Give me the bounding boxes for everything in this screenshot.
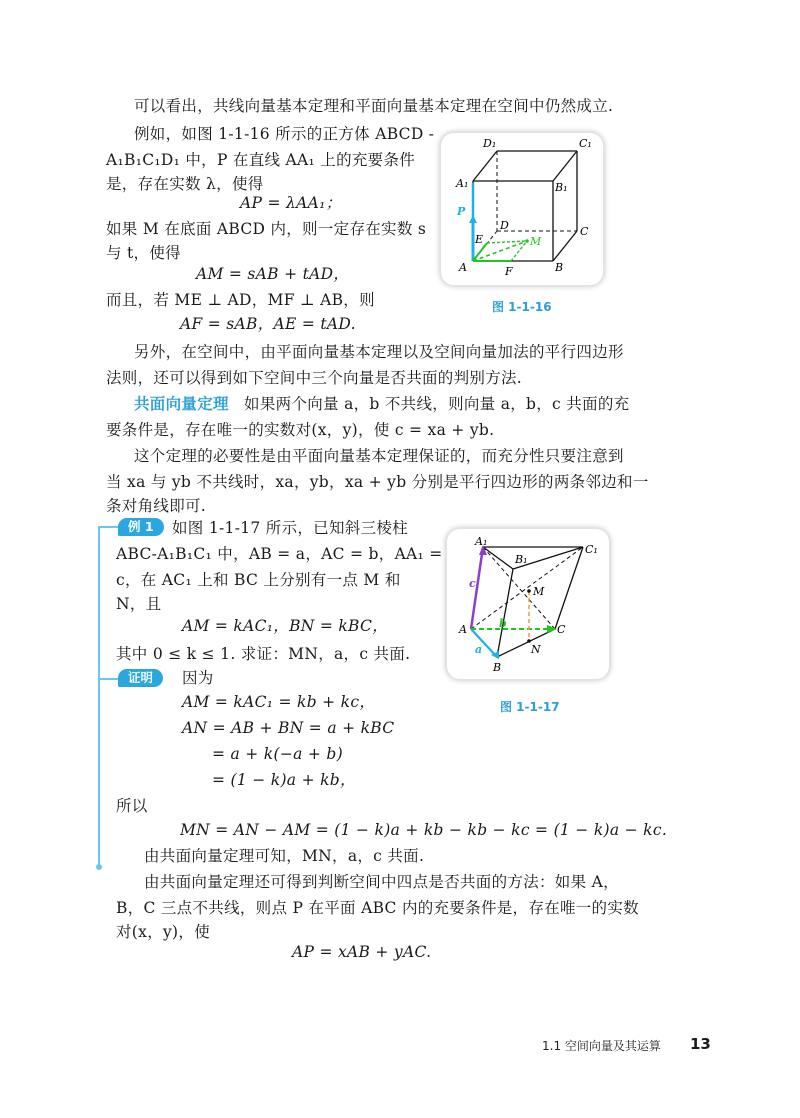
label-P: P xyxy=(457,205,466,218)
example-rule-top xyxy=(98,526,120,528)
cube-diagram xyxy=(441,133,603,285)
example-tag: 例 1 xyxy=(118,518,164,536)
paragraph-line: c，在 AC₁ 上和 BC 上分别有一点 M 和 xyxy=(116,571,401,589)
label-M: M xyxy=(533,585,545,598)
formula: = a + k(−a + b) xyxy=(212,745,343,763)
label-A: A xyxy=(459,261,467,274)
paragraph-line: 当 xa 与 yb 不共线时，xa，yb，xa + yb 分别是平行四边形的两条邻边和一 xyxy=(106,473,649,491)
paragraph-line: N，且 xyxy=(116,595,162,613)
paragraph-line: 这个定理的必要性是由平面向量基本定理保证的，而充分性只要注意到 xyxy=(134,447,624,465)
figure-caption: 图 1-1-17 xyxy=(500,700,560,714)
label-A1: A₁ xyxy=(456,177,469,190)
rule-end-dot xyxy=(96,864,102,870)
formula: AM = kAC₁ = kb + kc， xyxy=(182,693,376,711)
paragraph-line: A₁B₁C₁D₁ 中，P 在直线 AA₁ 上的充要条件 xyxy=(106,151,416,169)
theorem-line xyxy=(134,394,629,414)
paragraph-line: 所以 xyxy=(116,797,148,815)
formula: AP = xAB + yAC. xyxy=(292,943,432,961)
example-rule xyxy=(98,528,100,866)
prism-diagram xyxy=(447,529,609,679)
formula: AM = sAB + tAD， xyxy=(196,265,350,283)
paragraph-line: 如图 1-1-17 所示，已知斜三棱柱 xyxy=(172,519,408,537)
label-a: a xyxy=(475,643,483,656)
paragraph-line: 对(x，y)，使 xyxy=(116,923,210,941)
paragraph-line: 而且，若 ME ⊥ AD，MF ⊥ AB，则 xyxy=(106,291,375,309)
paragraph-line: ABC-A₁B₁C₁ 中，AB = a，AC = b，AA₁ = xyxy=(116,545,443,563)
theorem-title: 共面向量定理 xyxy=(134,395,229,413)
paragraph-line: 由共面向量定理可知，MN，a，c 共面. xyxy=(144,847,425,865)
theorem-text: 如果两个向量 a，b 不共线，则向量 a，b，c 共面的充 xyxy=(244,395,630,413)
paragraph-line: 因为 xyxy=(182,669,214,687)
paragraph-line: B，C 三点不共线，则点 P 在平面 ABC 内的充要条件是，存在唯一的实数 xyxy=(116,899,639,917)
label-b: b xyxy=(499,617,507,630)
label-E: E xyxy=(475,233,484,246)
paragraph-line: 可以看出，共线向量基本定理和平面向量基本定理在空间中仍然成立. xyxy=(134,97,614,115)
figure-1-1-17 xyxy=(446,528,610,680)
formula: = (1 − k)a + kb， xyxy=(212,771,356,789)
formula: AF = sAB，AE = tAD. xyxy=(180,315,356,333)
paragraph-line: 条对角线即可. xyxy=(106,497,207,515)
proof-rule xyxy=(98,678,120,680)
label-C: C xyxy=(557,623,566,636)
label-B: B xyxy=(493,661,502,674)
figure-caption: 图 1-1-16 xyxy=(492,300,552,314)
label-F: F xyxy=(505,265,513,278)
label-B1: B₁ xyxy=(515,553,528,566)
running-footer: 1.1 空间向量及其运算 xyxy=(542,1039,661,1053)
label-A: A xyxy=(459,623,467,636)
label-A1: A₁ xyxy=(475,535,488,548)
paragraph-line: 由共面向量定理还可得到判断空间中四点是否共面的方法：如果 A， xyxy=(144,873,619,891)
paragraph-line: 例如，如图 1-1-16 所示的正方体 ABCD - xyxy=(134,125,435,143)
label-D: D xyxy=(500,219,509,232)
label-D1: D₁ xyxy=(483,137,497,150)
paragraph-line: 法则，还可以得到如下空间中三个向量是否共面的判别方法. xyxy=(106,369,523,387)
paragraph-line: 是，存在实数 λ，使得 xyxy=(106,175,264,193)
formula: MN = AN − AM = (1 − k)a + kb − kb − kc = (1 − k)a − kc. xyxy=(180,821,668,839)
paragraph-line: 另外，在空间中，由平面向量基本定理以及空间向量加法的平行四边形 xyxy=(134,343,624,361)
paragraph-line: 与 t，使得 xyxy=(106,244,181,262)
formula: AN = AB + BN = a + kBC xyxy=(182,719,395,737)
theorem-line: 要条件是，存在唯一的实数对(x，y)，使 c = xa + yb. xyxy=(106,421,495,439)
label-N: N xyxy=(531,643,541,656)
proof-tag: 证明 xyxy=(118,669,163,687)
label-B: B xyxy=(555,261,564,274)
label-C: C xyxy=(580,225,589,238)
figure-1-1-16 xyxy=(440,132,604,286)
label-C1: C₁ xyxy=(579,137,592,150)
paragraph-line: 如果 M 在底面 ABCD 内，则一定存在实数 s xyxy=(106,220,427,238)
label-M: M xyxy=(530,235,542,248)
paragraph-line: 其中 0 ≤ k ≤ 1. 求证：MN，a，c 共面. xyxy=(116,645,411,663)
label-C1: C₁ xyxy=(585,543,598,556)
page-number: 13 xyxy=(690,1035,711,1053)
formula: AM = kAC₁，BN = kBC， xyxy=(182,617,388,635)
formula: AP = λAA₁； xyxy=(240,194,342,212)
label-c: c xyxy=(469,577,476,590)
label-B1: B₁ xyxy=(555,181,568,194)
